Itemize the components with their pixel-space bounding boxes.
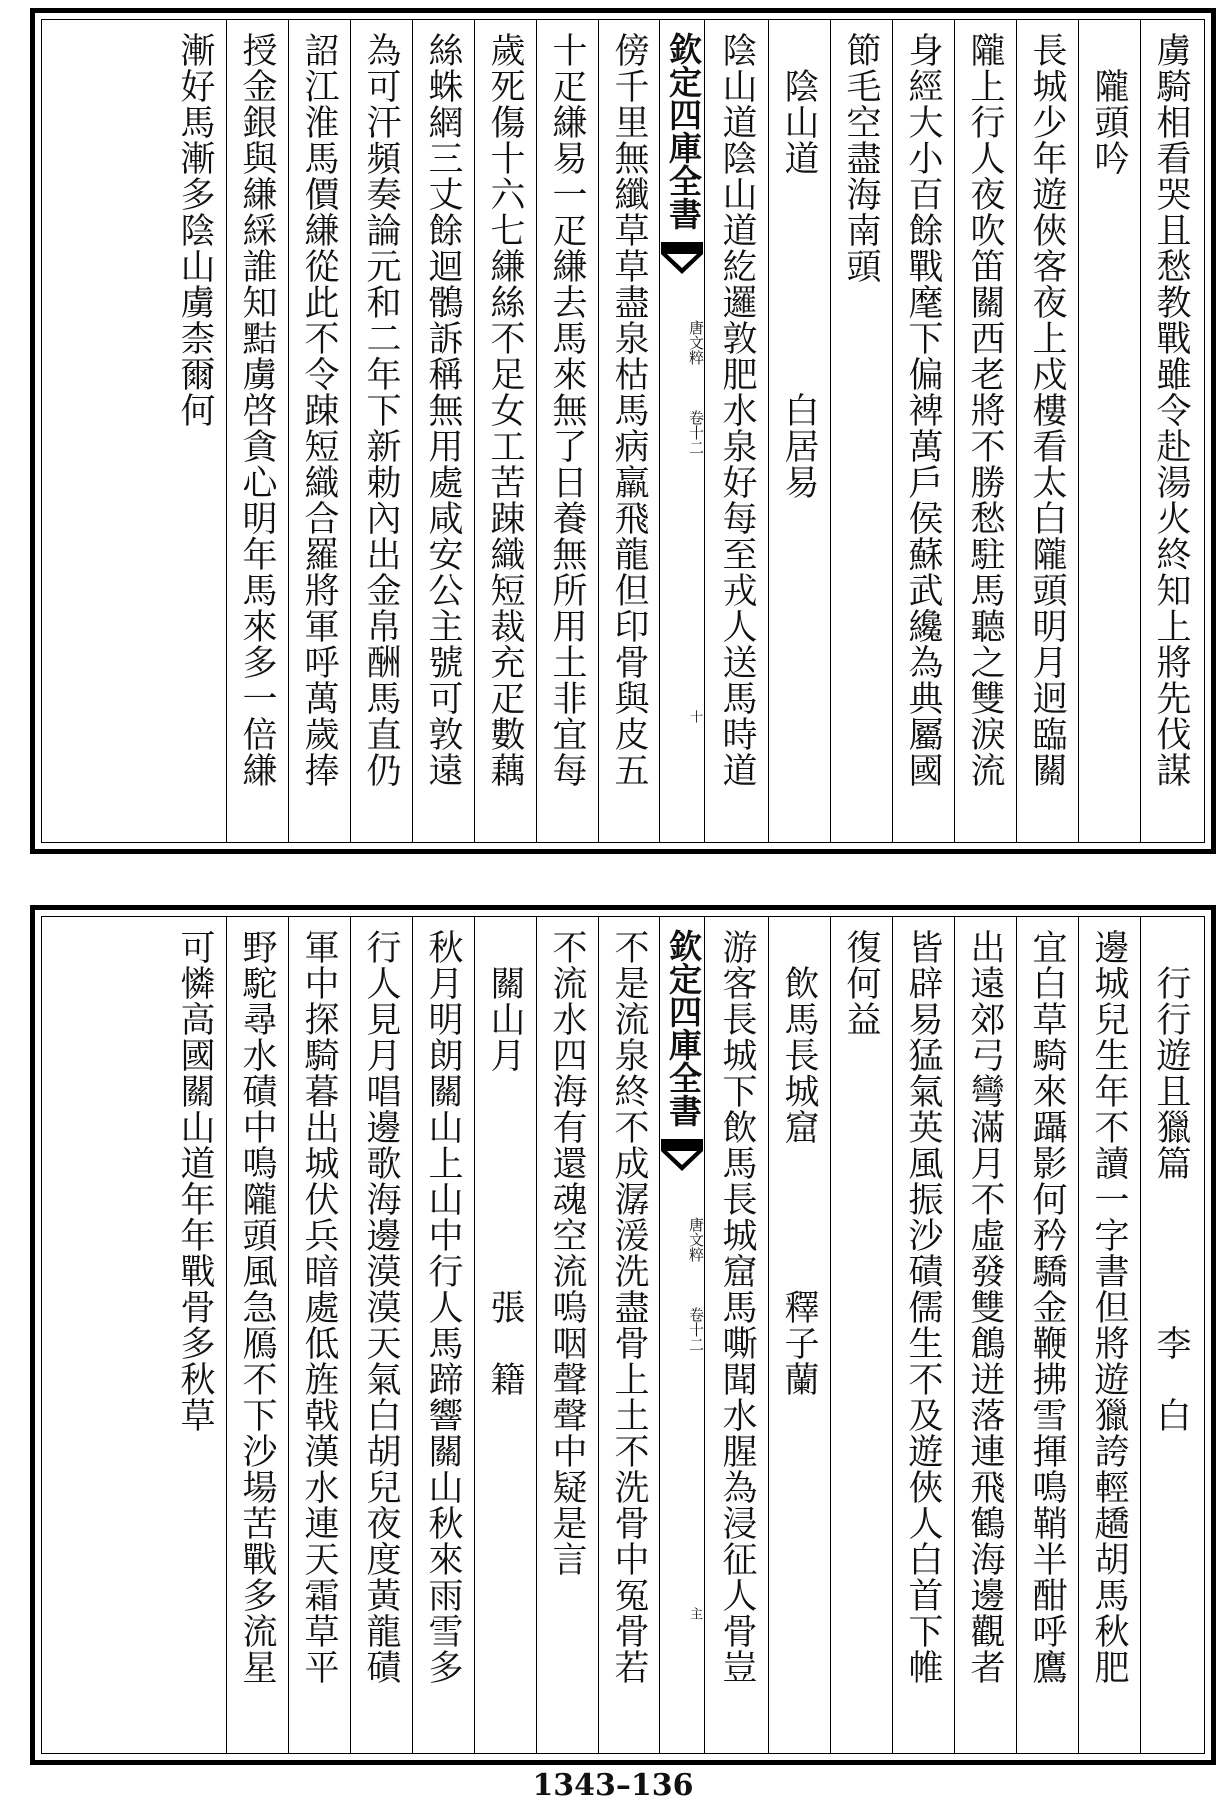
text-column: 歲死傷十六七縑絲不足女工苦踈織短裁充疋數藕	[485, 32, 525, 788]
column-rule	[892, 917, 893, 1753]
center-spine	[659, 917, 705, 1753]
text-column: 漸好馬漸多陰山虜柰爾何	[175, 32, 215, 428]
column-rule	[474, 917, 475, 1753]
column-rule	[1140, 20, 1141, 842]
column-rule	[474, 20, 475, 842]
column-rule	[536, 20, 537, 842]
text-column: 出遠郊弓彎滿月不虛發雙鶬迸落連飛鶴海邊觀者	[965, 929, 1005, 1685]
spine-juan: 卷十二	[687, 1307, 705, 1352]
column-rule	[1016, 20, 1017, 842]
spine-book-title	[660, 1217, 704, 1262]
text-column: 十疋縑易一疋縑去馬來無了日養無所用土非宜每	[547, 32, 587, 788]
text-column: 虜騎相看哭且愁教戰雖令赴湯火終知上將先伐謀	[1151, 32, 1191, 788]
column-rule	[598, 917, 599, 1753]
column-rule	[598, 20, 599, 842]
column-rule	[288, 917, 289, 1753]
text-column: 可憐高國關山道年年戰骨多秋草	[175, 929, 215, 1433]
poem-title: 行行遊且獵篇 李 白	[1151, 929, 1191, 1433]
text-column: 授金銀與縑綵誰知黠虜啓貪心明年馬來多一倍縑	[237, 32, 277, 788]
poem-title: 關山月 張 籍	[485, 929, 525, 1397]
text-column: 詔江淮馬價縑從此不令踈短織合羅將軍呼萬歲捧	[299, 32, 339, 788]
column-rule	[1140, 917, 1141, 1753]
text-column: 軍中探騎暮出城伏兵暗處低旌戟漢水連天霜草平	[299, 929, 339, 1685]
text-column: 陰山道陰山道紇邏敦肥水泉好每至戎人送馬時道	[717, 32, 757, 788]
text-column: 絲蛛網三丈餘迴鶻訴稱無用處咸安公主號可敦遠	[423, 32, 463, 788]
column-rule	[830, 917, 831, 1753]
text-column: 宜白草騎來躡影何矜驕金鞭拂雪揮鳴鞘半酣呼鷹	[1027, 929, 1067, 1685]
spine-title: 欽定四庫全書	[660, 24, 704, 238]
column-rule	[1078, 20, 1079, 842]
column-rule	[350, 917, 351, 1753]
column-rule	[1078, 917, 1079, 1753]
text-column: 皆辟易猛氣英風振沙磧儒生不及遊俠人白首下帷	[903, 929, 943, 1685]
text-column: 行人見月唱邊歌海邊漠漠天氣白胡兒夜度黃龍磧	[361, 929, 401, 1685]
column-rule	[288, 20, 289, 842]
column-rule	[226, 917, 227, 1753]
top-page-frame	[41, 19, 1205, 843]
bottom-page-panel	[30, 905, 1216, 1765]
text-column: 長城少年遊俠客夜上戍樓看太白隴頭明月迥臨關	[1027, 32, 1067, 788]
top-page-panel	[30, 8, 1216, 854]
column-rule	[226, 20, 227, 842]
column-rule	[768, 20, 769, 842]
text-column: 野駝尋水磧中鳴隴頭風急鴈不下沙場苦戰多流星	[237, 929, 277, 1685]
column-rule	[536, 917, 537, 1753]
column-rule	[412, 20, 413, 842]
text-column: 不流水四海有還魂空流嗚咽聲聲中疑是言	[547, 929, 587, 1577]
spine-page-number: 主	[687, 1607, 702, 1620]
text-column: 不是流泉終不成潺湲洗盡骨上土不洗骨中冤骨若	[609, 929, 649, 1685]
spine-book-title	[660, 320, 704, 365]
column-rule	[350, 20, 351, 842]
text-column: 隴上行人夜吹笛關西老將不勝愁駐馬聽之雙淚流	[965, 32, 1005, 788]
column-rule	[768, 917, 769, 1753]
text-column: 身經大小百餘戰麾下偏裨萬戶侯蘇武纔為典屬國	[903, 32, 943, 788]
text-column: 節毛空盡海南頭	[841, 32, 881, 284]
column-rule	[412, 917, 413, 1753]
text-column: 秋月明朗關山上山中行人馬蹄響關山秋來雨雪多	[423, 929, 463, 1685]
text-column: 為可汗頻奏論元和二年下新勅內出金帛酬馬直仍	[361, 32, 401, 788]
center-spine	[659, 20, 705, 842]
spine-juan: 卷十二	[687, 410, 705, 455]
column-rule	[1016, 917, 1017, 1753]
spine-book: 唐文粹	[687, 320, 705, 365]
column-rule	[830, 20, 831, 842]
spine-book: 唐文粹	[687, 1217, 705, 1262]
poem-title: 飲馬長城窟 釋子蘭	[779, 929, 819, 1397]
text-column: 游客長城下飲馬長城窟馬嘶聞水腥為浸征人骨豈	[717, 929, 757, 1685]
fishtail-ornament	[661, 242, 703, 278]
poem-title: 隴頭吟	[1089, 32, 1129, 176]
column-rule	[954, 917, 955, 1753]
fishtail-ornament	[661, 1139, 703, 1175]
column-rule	[892, 20, 893, 842]
spine-title: 欽定四庫全書	[660, 921, 704, 1135]
text-column: 邊城兒生年不讀一字書但將遊獵誇輕趫胡馬秋肥	[1089, 929, 1129, 1685]
column-rule	[954, 20, 955, 842]
page-number: 1343–136	[532, 1768, 694, 1803]
text-column: 傍千里無纖草草盡泉枯馬病羸飛龍但印骨與皮五	[609, 32, 649, 788]
bottom-page-frame	[41, 916, 1205, 1754]
spine-page-number: 十	[687, 710, 702, 723]
poem-title: 陰山道 白居易	[779, 32, 819, 500]
text-column: 復何益	[841, 929, 881, 1037]
